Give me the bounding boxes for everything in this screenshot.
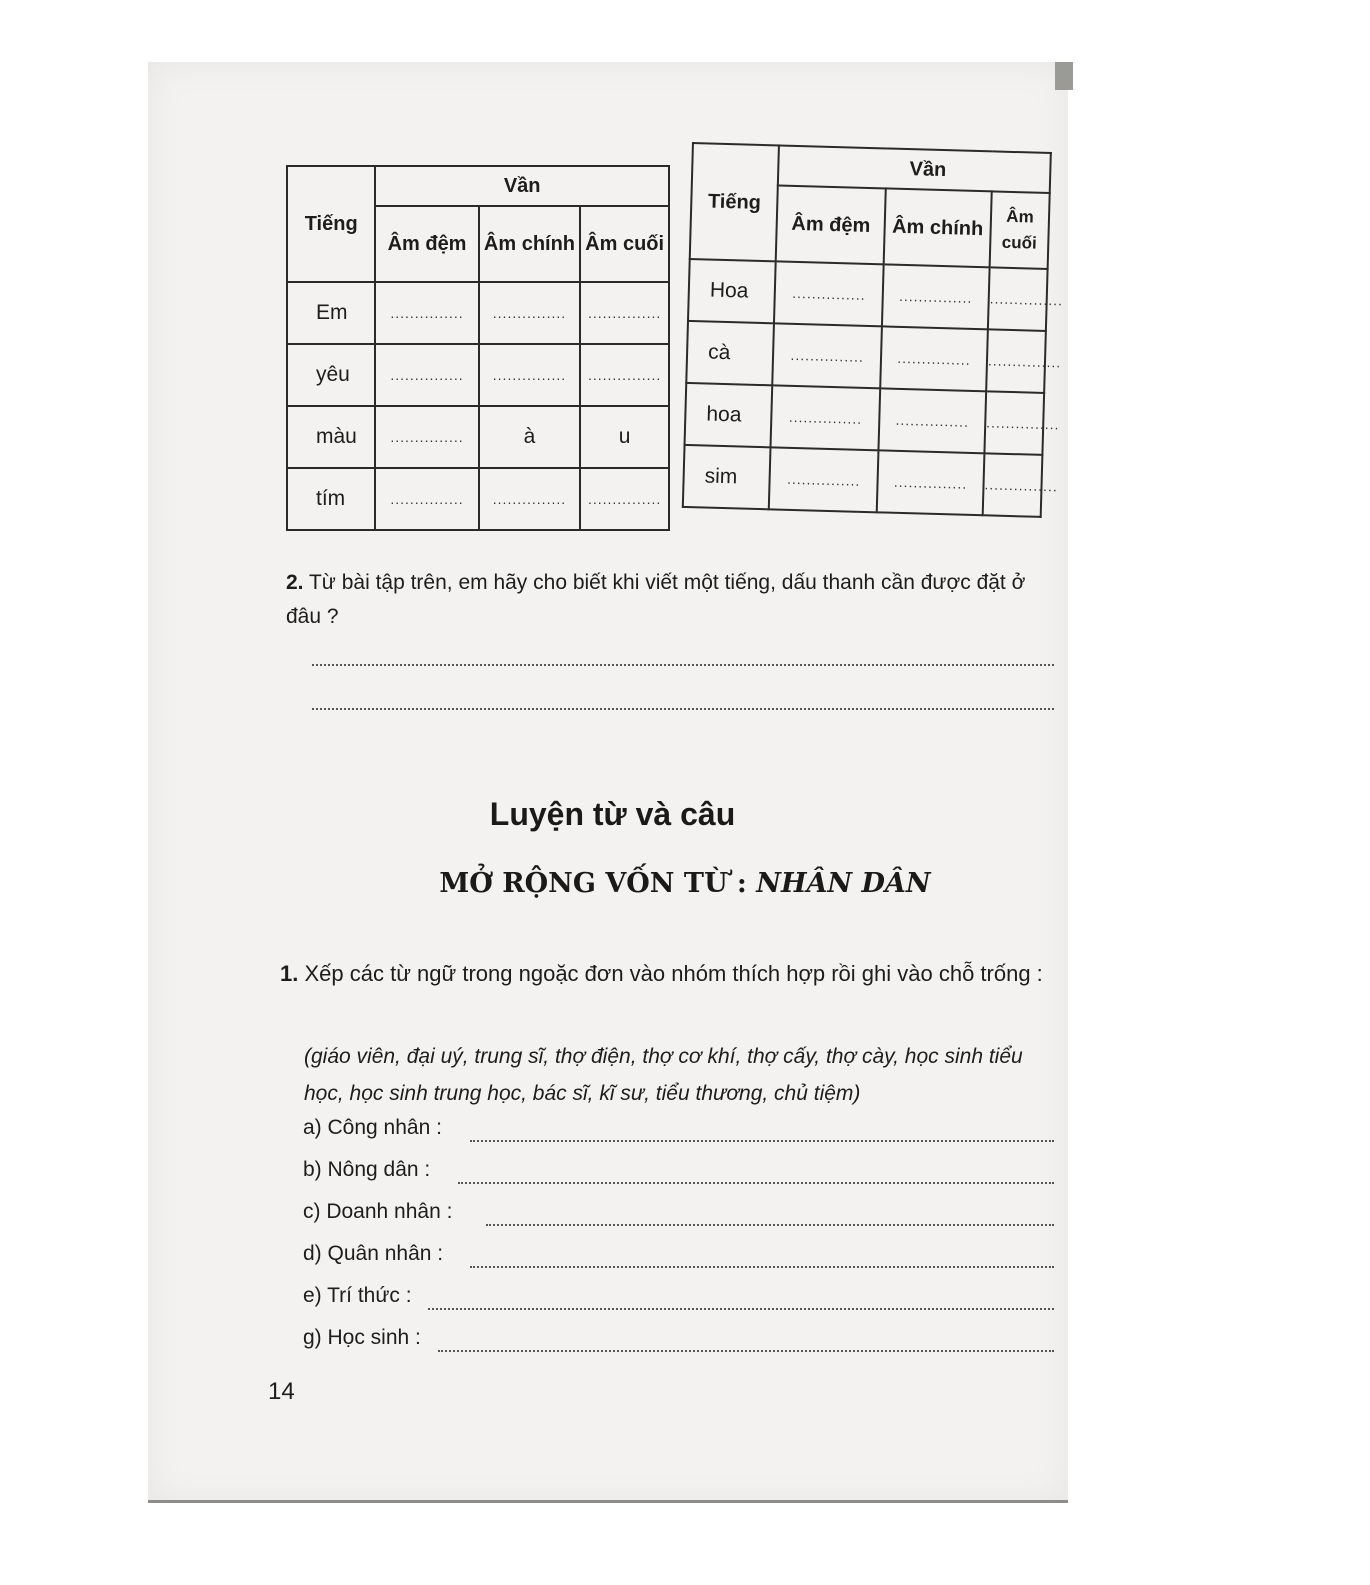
header-am-chinh: Âm chính xyxy=(884,188,992,267)
header-van: Vần xyxy=(375,166,669,206)
table-row xyxy=(287,406,669,468)
cell-am-chinh: à xyxy=(479,406,581,468)
table-row xyxy=(287,344,669,406)
question-text: Xếp các từ ngữ trong ngoặc đơn vào nhóm thích hợp rồi ghi vào chỗ trống : xyxy=(304,961,1043,986)
word-list: (giáo viên, đại uý, trung sĩ, thợ điện, thợ cơ khí, thợ cấy, thợ cày, học sinh tiểu học, học sinh trung học, bác sĩ, kĩ sư, tiểu thương, chủ tiệm) xyxy=(304,1045,1023,1105)
header-am-dem: Âm đệm xyxy=(375,206,478,282)
syllable-table-left xyxy=(286,165,670,531)
category-doanh-nhan: c) Doanh nhân : xyxy=(303,1200,453,1223)
cell-am-chinh[interactable]: ............... xyxy=(882,264,990,329)
cell-am-cuoi[interactable]: ............... xyxy=(986,329,1046,393)
cell-tieng: tím xyxy=(287,468,375,530)
question-2 xyxy=(286,566,1056,634)
cell-tieng: cà xyxy=(686,321,774,385)
cell-am-dem[interactable]: ............... xyxy=(375,468,478,530)
cell-am-chinh[interactable]: ............... xyxy=(479,344,581,406)
cell-am-cuoi[interactable]: ............... xyxy=(580,468,669,530)
table-row xyxy=(686,321,1046,393)
cell-am-dem[interactable]: ............... xyxy=(375,406,478,468)
category-tri-thuc: e) Trí thức : xyxy=(303,1284,412,1307)
header-am-cuoi: Âm cuối xyxy=(990,191,1050,269)
question-number: 2. xyxy=(286,571,304,594)
category-quan-nhan: d) Quân nhân : xyxy=(303,1242,444,1265)
cell-am-chinh[interactable]: ............... xyxy=(877,450,985,515)
cell-am-dem[interactable]: ............... xyxy=(771,385,880,450)
cell-am-dem[interactable]: ............... xyxy=(774,261,883,326)
cell-am-cuoi[interactable]: ............... xyxy=(983,453,1043,517)
answer-line[interactable] xyxy=(470,1266,1054,1268)
cell-am-chinh[interactable]: ............... xyxy=(879,388,987,453)
page-number: 14 xyxy=(268,1378,295,1405)
cell-am-dem[interactable]: ............... xyxy=(769,447,878,512)
table-row xyxy=(688,259,1048,331)
category-cong-nhan: a) Công nhân : xyxy=(303,1116,442,1139)
cell-am-chinh[interactable]: ............... xyxy=(479,282,581,344)
header-tieng: Tiếng xyxy=(690,143,779,261)
answer-line[interactable] xyxy=(438,1350,1054,1352)
header-am-cuoi: Âm cuối xyxy=(580,206,669,282)
question-number: 1. xyxy=(280,961,299,986)
category-nong-dan: b) Nông dân : xyxy=(303,1158,431,1181)
cell-tieng: Em xyxy=(287,282,375,344)
question-1 xyxy=(280,956,1056,992)
page-edge-bottom xyxy=(148,1500,1068,1503)
answer-line[interactable] xyxy=(470,1140,1054,1142)
header-am-dem: Âm đệm xyxy=(776,185,886,264)
answer-line[interactable] xyxy=(486,1224,1054,1226)
cell-tieng: Hoa xyxy=(688,259,776,323)
lesson-title xyxy=(0,868,1370,899)
question-text: Từ bài tập trên, em hãy cho biết khi viết một tiếng, dấu thanh cần được đặt ở đâu ? xyxy=(286,571,1026,628)
table-row xyxy=(287,282,669,344)
table-row xyxy=(685,383,1045,455)
cell-tieng: hoa xyxy=(685,383,773,447)
header-tieng: Tiếng xyxy=(287,166,375,282)
cell-am-cuoi: u xyxy=(580,406,669,468)
lesson-title-prefix: MỞ RỘNG VỐN TỪ : xyxy=(439,868,747,899)
cell-am-cuoi[interactable]: ............... xyxy=(580,282,669,344)
cell-am-cuoi[interactable]: ............... xyxy=(988,267,1048,331)
cell-am-cuoi[interactable]: ............... xyxy=(984,391,1044,455)
cell-am-chinh[interactable]: ............... xyxy=(479,468,581,530)
header-am-chinh: Âm chính xyxy=(479,206,581,282)
cell-tieng: sim xyxy=(683,445,771,509)
section-title: Luyện từ và câu xyxy=(489,796,736,832)
cell-am-dem[interactable]: ............... xyxy=(375,282,478,344)
syllable-table-right xyxy=(682,142,1064,518)
answer-line[interactable] xyxy=(312,664,1054,666)
cell-am-dem[interactable]: ............... xyxy=(375,344,478,406)
answer-line[interactable] xyxy=(428,1308,1054,1310)
table-row xyxy=(287,468,669,530)
lesson-title-topic: NHÂN DÂN xyxy=(756,868,931,899)
answer-line[interactable] xyxy=(458,1182,1054,1184)
cell-am-cuoi[interactable]: ............... xyxy=(580,344,669,406)
page-edge-strip xyxy=(1055,62,1073,90)
cell-tieng: yêu xyxy=(287,344,375,406)
header-van: Vần xyxy=(778,145,1051,193)
cell-am-dem[interactable]: ............... xyxy=(772,323,881,388)
category-hoc-sinh: g) Học sinh : xyxy=(303,1326,421,1349)
cell-am-chinh[interactable]: ............... xyxy=(880,326,988,391)
answer-line[interactable] xyxy=(312,708,1054,710)
table-row xyxy=(683,445,1043,517)
cell-tieng: màu xyxy=(287,406,375,468)
